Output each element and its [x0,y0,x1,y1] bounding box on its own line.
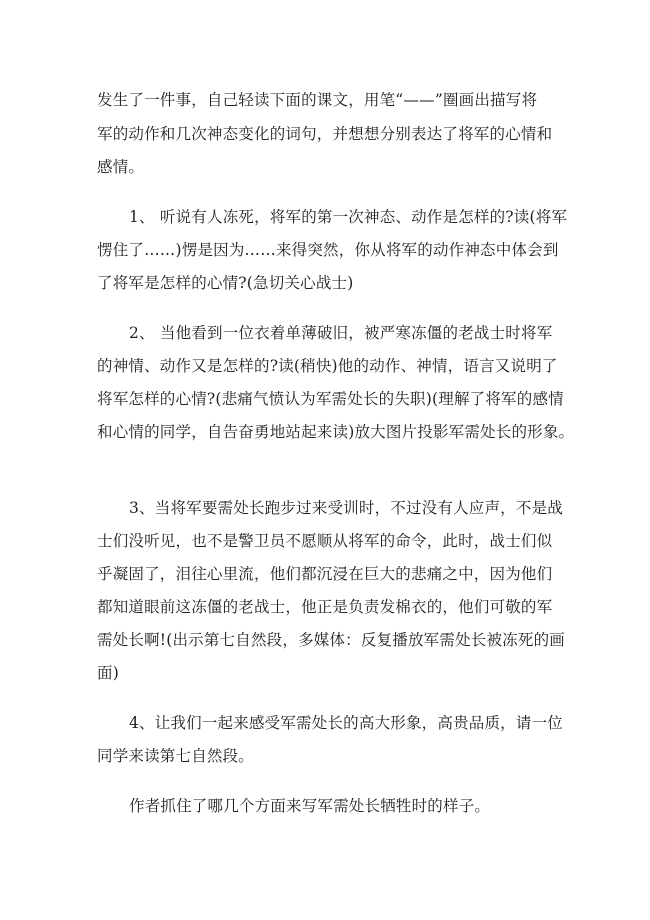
paragraph-4-line-1: 3、当将军要需处长跑步过来受训时，不过没有人应声，不是战 [129,499,563,517]
paragraph-1-line-1: 发生了一件事，自己轻读下面的课文，用笔“——”圈画出描写将 [97,91,538,109]
paragraph-3-line-4: 和心情的同学，自告奋勇地站起来读)放大图片投影军需处长的形象。 [97,423,575,441]
paragraph-1-line-3: 感情。 [97,158,145,176]
paragraph-5-line-2: 同学来读第七自然段。 [97,747,255,765]
paragraph-2-line-2: 愣住了……)愣是因为……来得突然，你从将军的动作神态中体会到 [97,241,559,259]
paragraph-4-line-2: 士们没听见，也不是警卫员不愿顺从将军的命令，此时，战士们似 [97,532,553,550]
paragraph-4-line-5: 需处长啊!(出示第七自然段，多媒体：反复播放军需处长被冻死的画 [97,631,565,649]
paragraph-6-line-1: 作者抓住了哪几个方面来写军需处长牺牲时的样子。 [129,797,491,815]
paragraph-2-line-3: 了将军是怎样的心情?(急切关心战士) [97,274,354,292]
paragraph-3-line-3: 将军怎样的心情?(悲痛气愤认为军需处长的失职)(理解了将军的感情 [97,390,564,408]
paragraph-5-line-1: 4、让我们一起来感受军需处长的高大形象，高贵品质，请一位 [129,714,563,732]
paragraph-3-line-2: 的神情、动作又是怎样的?读(稍快)他的动作、神情，语言又说明了 [97,357,558,375]
paragraph-4-line-6: 面) [97,664,119,682]
paragraph-3-line-1: 2、 当他看到一位衣着单薄破旧，被严寒冻僵的老战士时将军 [129,324,553,342]
paragraph-2-line-1: 1、 听说有人冻死，将军的第一次神态、动作是怎样的?读(将军 [129,208,568,226]
paragraph-4-line-4: 都知道眼前这冻僵的老战士，他正是负责发棉衣的，他们可敬的军 [97,598,553,616]
paragraph-1-line-2: 军的动作和几次神态变化的词句，并想想分别表达了将军的心情和 [97,125,553,143]
paragraph-4-line-3: 乎凝固了，泪往心里流，他们都沉浸在巨大的悲痛之中，因为他们 [97,565,553,583]
